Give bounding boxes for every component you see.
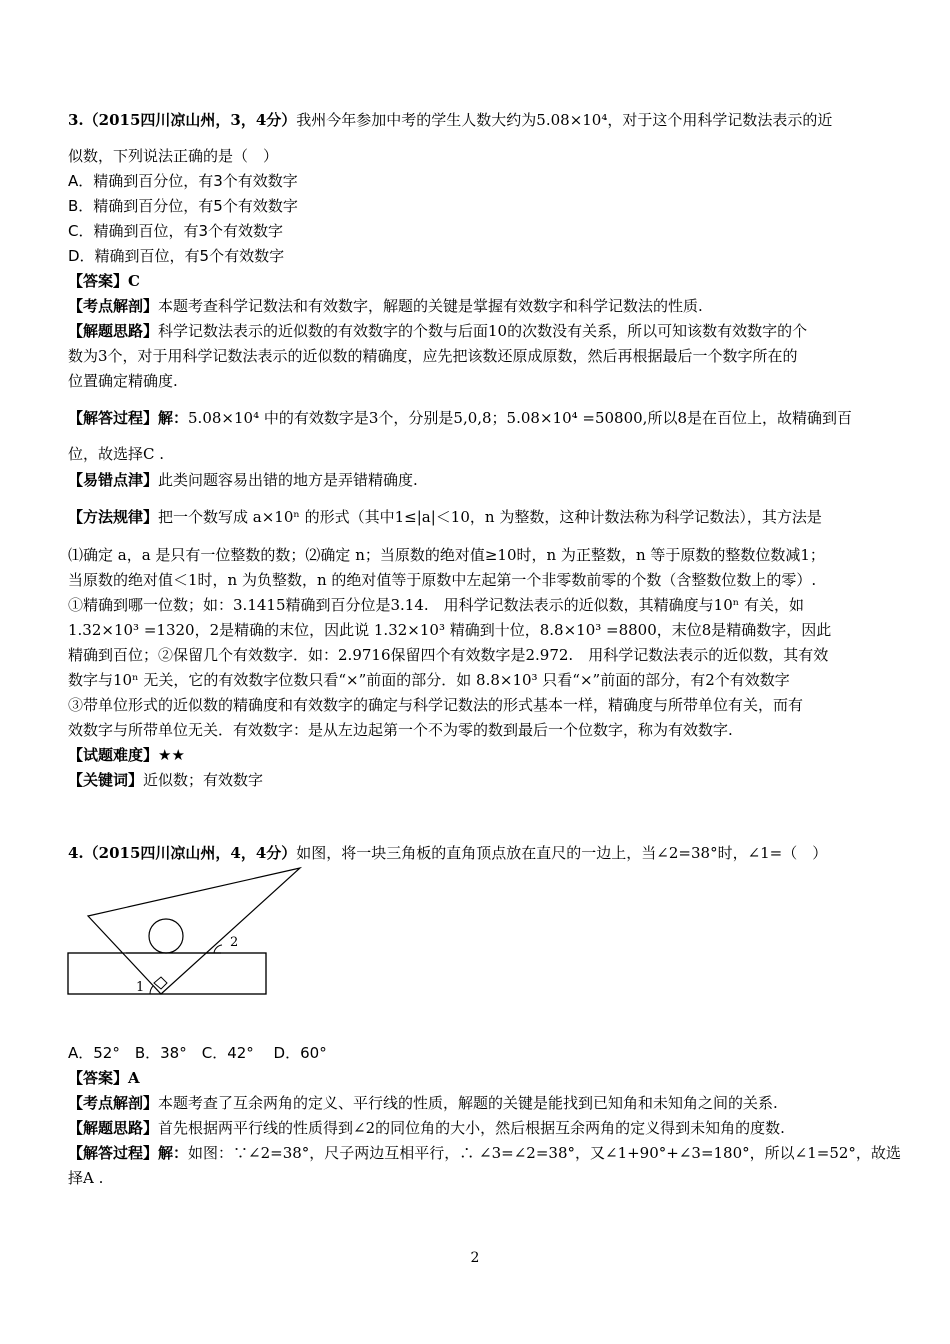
q3-method-text-7: 数字与10ⁿ 无关，它的有效数字位数只看“×”前面的部分．如 8.8×10³ 只看“×”前面的部分，有2个有效数字: [68, 671, 790, 689]
q4-solution-text-1: 如图：∵∠2=38°，尺子两边互相平行，∴ ∠3=∠2=38°，又∠1+90°+∠3=180°，所以∠1=52°，故选: [188, 1144, 901, 1162]
q3-method-text-6: 精确到百位；②保留几个有效数字．如：2.9716保留四个有效数字是2.972. 用科学记数法表示的近似数，其有效: [68, 646, 829, 664]
q3-pitfall-text: 此类问题容易出错的地方是弄错精确度.: [158, 471, 418, 489]
q4-analysis-tag: 【考点解剖】: [68, 1094, 159, 1112]
q3-solution-tag: 【解答过程】解：: [68, 409, 189, 427]
q4-analysis: [68, 1093, 888, 1113]
q3-method-text-2: ⑴确定 a，a 是只有一位整数的数；⑵确定 n；当原数的绝对值≥10时，n 为正整数，n 等于原数的整数位数减1；: [68, 546, 825, 564]
q3-approach-text-2: 数为3个，对于用科学记数法表示的近似数的精确度，应先把该数还原成原数，然后再根据最后一个数字所在的: [68, 347, 798, 365]
q3-option-c: C．精确到百位，有3个有效数字: [68, 222, 284, 240]
q3-stem-1: 我州今年参加中考的学生人数大约为5.08×10⁴，对于这个用科学记数法表示的近: [296, 111, 833, 129]
angle-1-label: 1: [136, 980, 145, 995]
q3-method-line1: [68, 507, 888, 527]
q3-method-tag: 【方法规律】: [68, 508, 159, 526]
page-number: 2: [470, 1250, 480, 1266]
q3-keywords: [68, 770, 888, 790]
q3-difficulty-stars: ★★: [158, 746, 185, 764]
q3-solution-text-2: 位，故选择C .: [68, 445, 165, 463]
q3-method-text-9: 效数字与所带单位无关．有效数字：是从左边起第一个不为零的数到最后一个位数字，称为有效数字.: [68, 721, 733, 739]
q3-method-text-1: 把一个数写成 a×10ⁿ 的形式（其中1≤|a|＜10，n 为整数，这种计数法称为科学记数法），其方法是: [158, 508, 822, 526]
q3-solution-text-1: 5.08×10⁴ 中的有效数字是3个，分别是5,0,8；5.08×10⁴ =50800,所以8是在百位上，故精确到百: [188, 409, 852, 427]
q4-approach-text: 首先根据两平行线的性质得到∠2的同位角的大小，然后根据互余两角的定义得到未知角的度数.: [158, 1119, 785, 1137]
q4-answer-value: A: [128, 1069, 140, 1087]
q4-answer: [68, 1068, 888, 1088]
q3-method-text-8: ③带单位形式的近似数的精确度和有效数字的确定与科学记数法的形式基本一样，精确度与所带单位有关，而有: [68, 696, 804, 714]
q3-keywords-tag: 【关键词】: [68, 771, 144, 789]
ruler-triangle-figure: [66, 862, 311, 1002]
q3-head: 3.（2015四川凉山州，3，4分）: [68, 111, 297, 129]
q4-solution-line1: [68, 1143, 901, 1163]
q3-option-d: D．精确到百位，有5个有效数字: [68, 247, 285, 265]
q3-method-text-3: 当原数的绝对值＜1时，n 为负整数，n 的绝对值等于原数中左起第一个非零数前零的个数（含整数位数上的零）.: [68, 571, 817, 589]
q3-solution-line1: [68, 408, 888, 428]
q3-difficulty: [68, 745, 888, 765]
q3-pitfall-tag: 【易错点津】: [68, 471, 159, 489]
q3-method-text-4: ①精确到哪一位数；如：3.1415精确到百分位是3.14. 用科学记数法表示的近似数，其精确度与10ⁿ 有关，如: [68, 596, 805, 614]
q3-pitfall: [68, 470, 888, 490]
q3-approach-tag: 【解题思路】: [68, 322, 159, 340]
q3-stem-2: 似数，下列说法正确的是（ ）: [68, 147, 279, 165]
q4-analysis-text: 本题考查了互余两角的定义、平行线的性质，解题的关键是能找到已知角和未知角之间的关系.: [158, 1094, 778, 1112]
q3-approach-text-1: 科学记数法表示的近似数的有效数字的个数与后面10的次数没有关系，所以可知该数有效数字的个: [158, 322, 808, 340]
q3-difficulty-tag: 【试题难度】: [68, 746, 159, 764]
q3-option-a: A．精确到百分位，有3个有效数字: [68, 172, 298, 190]
q3-stem-line1: [68, 110, 888, 130]
q3-answer-value: C: [128, 272, 140, 290]
q3-method-text-5: 1.32×10³ =1320，2是精确的末位，因此说 1.32×10³ 精确到十位，8.8×10³ =8800，末位8是精确数字，因此: [68, 621, 832, 639]
angle-2-arc: [214, 945, 222, 953]
q3-approach-text-3: 位置确定精确度.: [68, 372, 178, 390]
q4-answer-tag: 【答案】: [68, 1069, 129, 1087]
q4-approach: [68, 1118, 888, 1138]
q4-approach-tag: 【解题思路】: [68, 1119, 159, 1137]
set-square-triangle: [88, 868, 300, 994]
q3-analysis-tag: 【考点解剖】: [68, 297, 159, 315]
q3-keywords-text: 近似数；有效数字: [143, 771, 264, 789]
q3-approach-line1: [68, 321, 888, 341]
q3-answer-tag: 【答案】: [68, 272, 129, 290]
q3-analysis-text: 本题考查科学记数法和有效数字，解题的关键是掌握有效数字和科学记数法的性质.: [158, 297, 703, 315]
q4-options: A．52° B．38° C．42° D．60°: [68, 1044, 327, 1062]
q3-option-b: B．精确到百分位，有5个有效数字: [68, 197, 298, 215]
q4-head: 4.（2015四川凉山州，4，4分）: [68, 844, 297, 862]
angle-2-label: 2: [230, 935, 239, 950]
q4-stem-line: [68, 843, 888, 863]
q4-solution-tag: 【解答过程】解：: [68, 1144, 189, 1162]
q4-stem: 如图，将一块三角板的直角顶点放在直尺的一边上，当∠2=38°时，∠1=（ ）: [296, 844, 828, 862]
q4-solution-text-2: 择A .: [68, 1169, 104, 1187]
q3-answer: [68, 271, 888, 291]
q3-analysis: [68, 296, 888, 316]
angle-1-arc: [150, 986, 153, 994]
